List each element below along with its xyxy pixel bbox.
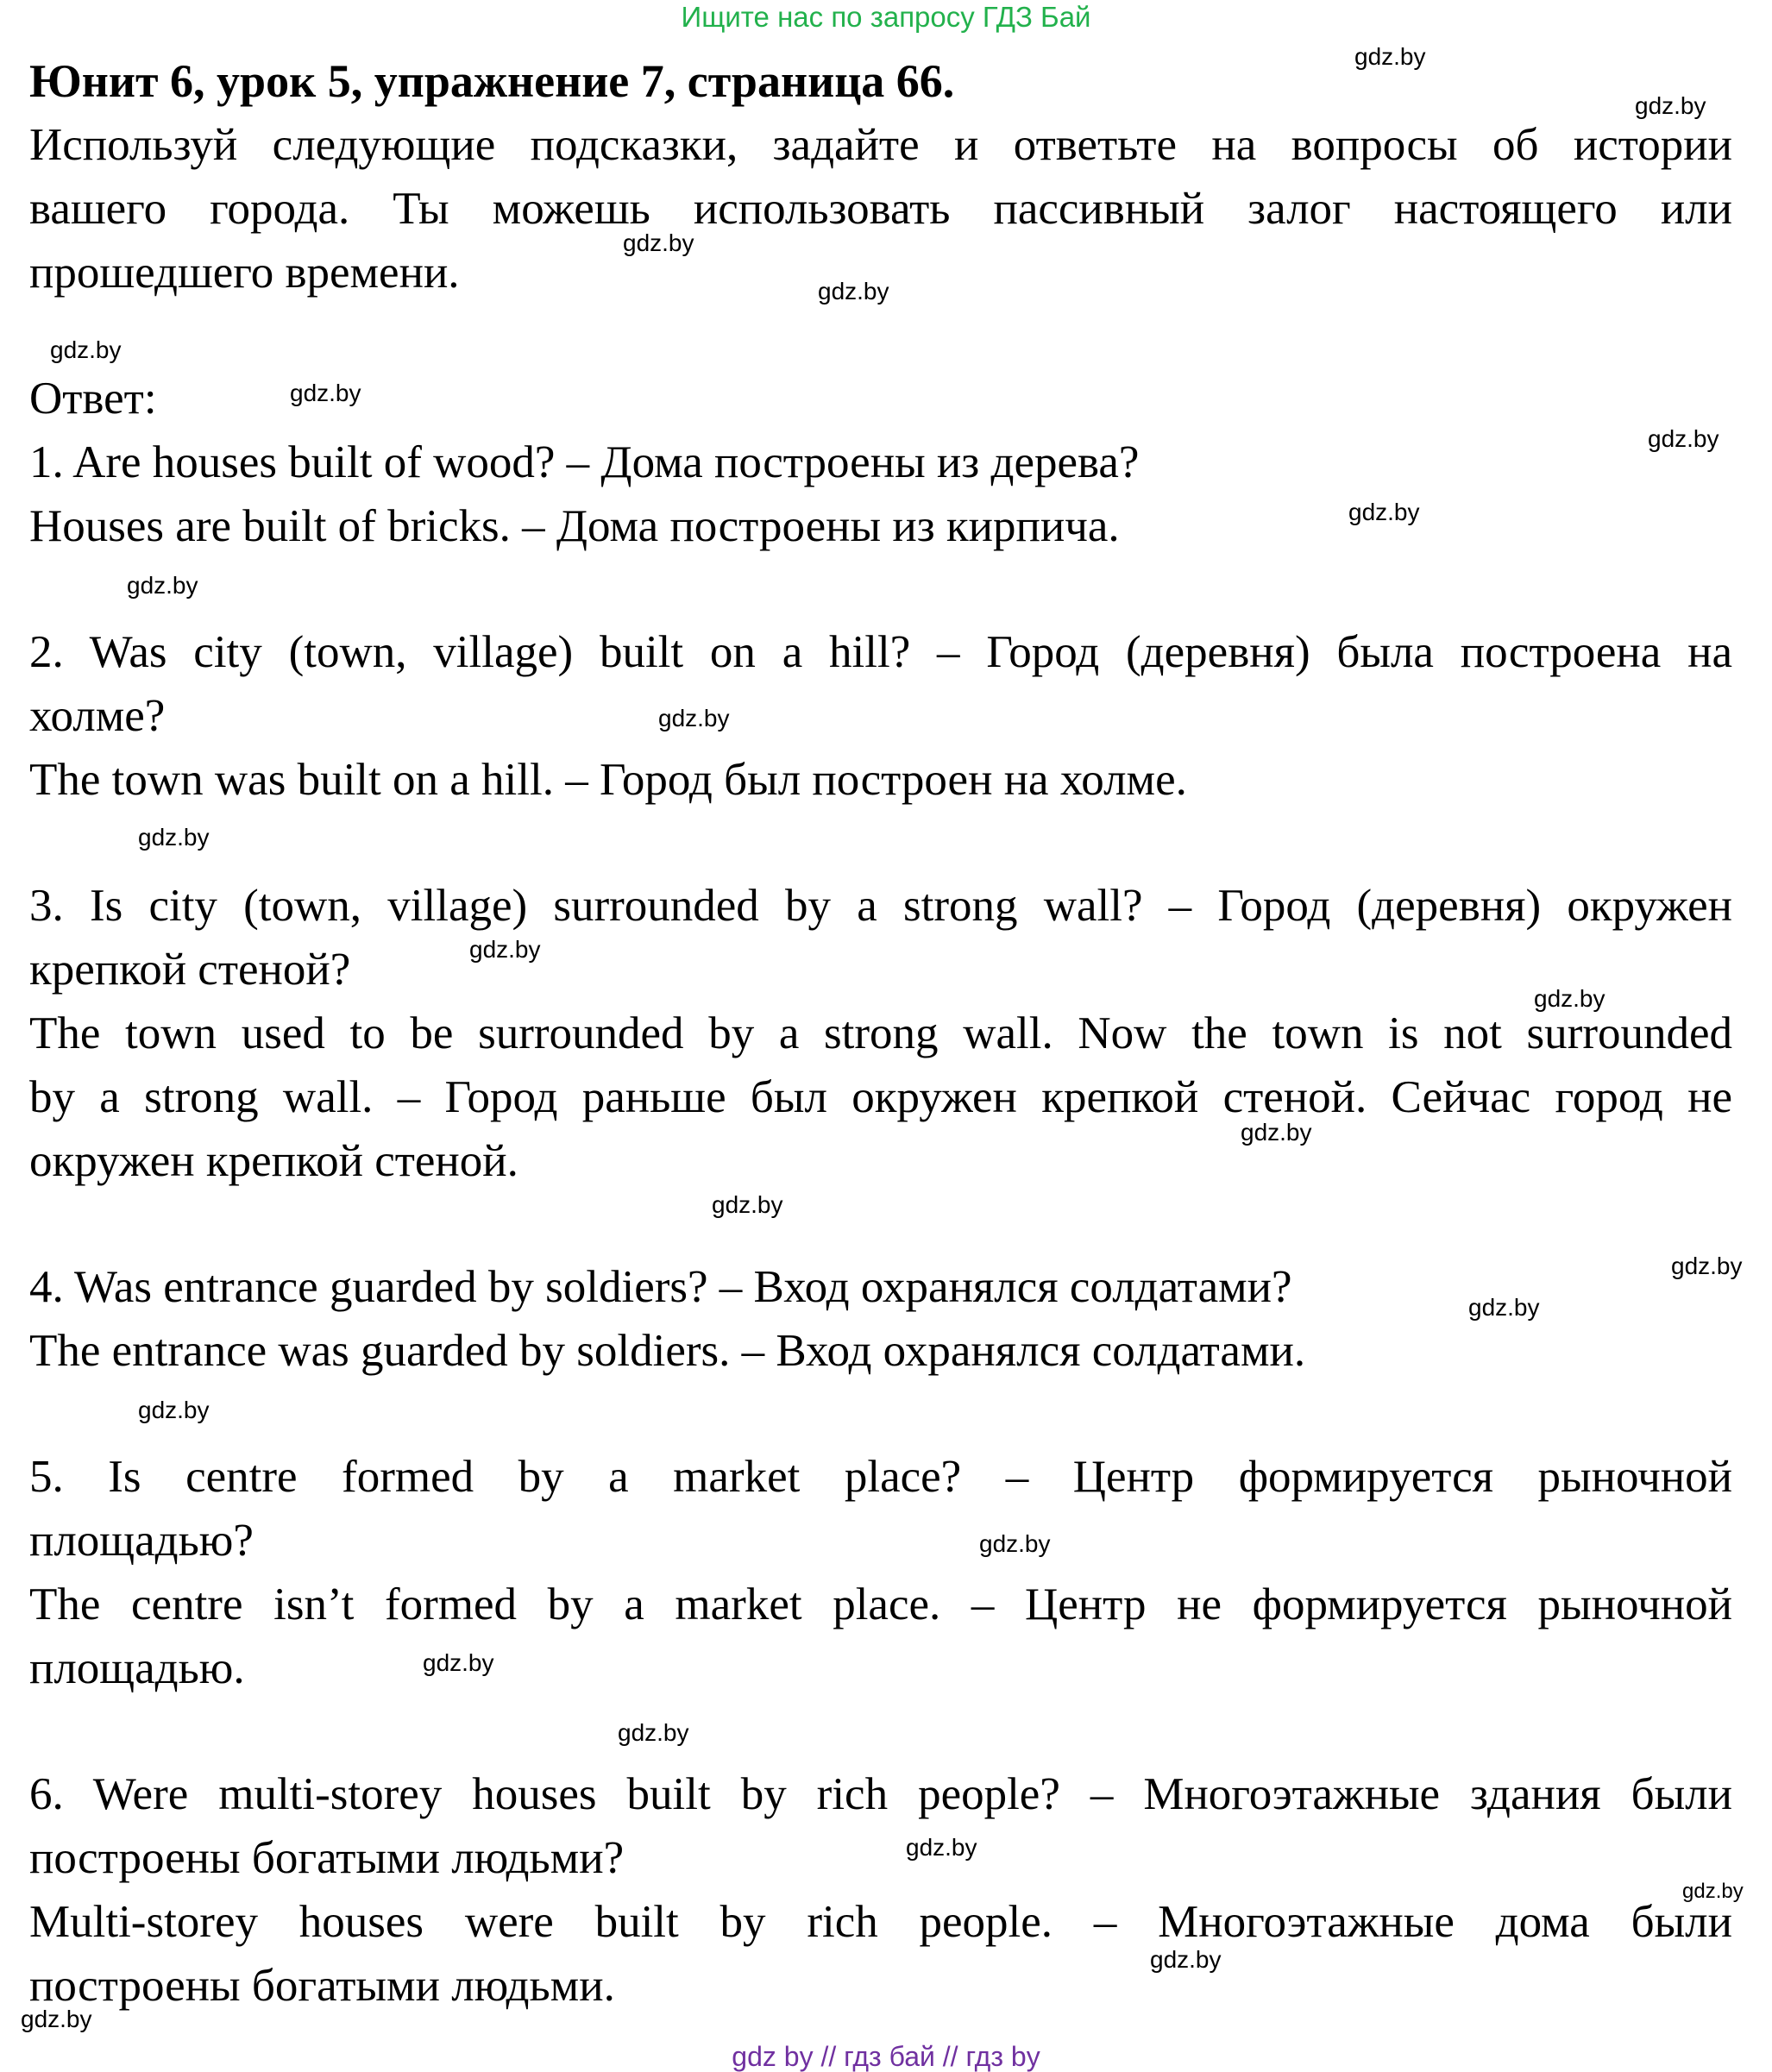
search-banner: Ищите нас по запросу ГДЗ Бай	[681, 1, 1091, 33]
watermark: gdz.by	[138, 1397, 210, 1423]
watermark: gdz.by	[423, 1649, 494, 1676]
item-3-question: 3. Is city (town, village) surrounded by a strong wall? – Город (деревня) окружен	[29, 881, 1732, 931]
item-2-question: 2. Was city (town, village) built on a hill? – Город (деревня) была построена на	[29, 627, 1732, 677]
watermark: gdz.by	[127, 572, 198, 599]
watermark: gdz.by	[1348, 499, 1420, 525]
item-3-answer-2: by a strong wall. – Город раньше был окружен крепкой стеной. Сейчас город не	[29, 1072, 1732, 1122]
watermark: gdz.by	[712, 1191, 783, 1218]
watermark: gdz.by	[1682, 1880, 1744, 1903]
answer-label: Ответ:	[29, 374, 157, 424]
item-2-answer: The town was built on a hill. – Город был построен на холме.	[29, 755, 1187, 805]
item-1-question: 1. Are houses built of wood? – Дома построены из дерева?	[29, 437, 1140, 487]
item-5-question-cont: площадью?	[29, 1516, 254, 1566]
item-3-answer-3: окружен крепкой стеной.	[29, 1136, 518, 1186]
watermark: gdz.by	[618, 1719, 689, 1746]
watermark: gdz.by	[1648, 425, 1719, 452]
item-1-answer: Houses are built of bricks. – Дома построены из кирпича.	[29, 501, 1120, 551]
watermark: gdz.by	[469, 936, 541, 963]
item-2-question-cont: холме?	[29, 691, 166, 741]
watermark: gdz.by	[1150, 1946, 1222, 1973]
item-6-answer: Multi-storey houses were built by rich people. – Многоэтажные дома были	[29, 1897, 1732, 1947]
item-6-answer-cont: построены богатыми людьми.	[29, 1961, 615, 2011]
task-line-3: прошедшего времени.	[29, 248, 460, 298]
item-6-question-cont: построены богатыми людьми?	[29, 1833, 625, 1883]
item-3-answer-1: The town used to be surrounded by a strong wall. Now the town is not surrounded	[29, 1008, 1732, 1058]
watermark: gdz.by	[1534, 985, 1605, 1012]
watermark: gdz.by	[1354, 43, 1426, 70]
watermark: gdz.by	[138, 824, 210, 851]
watermark: gdz.by	[906, 1834, 977, 1861]
item-5-answer-cont: площадью.	[29, 1643, 245, 1693]
watermark: gdz.by	[623, 229, 694, 256]
watermark: gdz.by	[1241, 1119, 1312, 1146]
task-line-2: вашего города. Ты можешь использовать пассивный залог настоящего или	[29, 184, 1732, 234]
footer-links: gdz by // гдз бай // гдз by	[732, 2041, 1040, 2072]
watermark: gdz.by	[818, 278, 889, 305]
item-4-answer: The entrance was guarded by soldiers. – Вход охранялся солдатами.	[29, 1326, 1306, 1376]
task-line-1: Используй следующие подсказки, задайте и ответьте на вопросы об истории	[29, 120, 1732, 170]
watermark: gdz.by	[1671, 1253, 1743, 1279]
watermark: gdz.by	[21, 2006, 92, 2032]
item-3-question-cont: крепкой стеной?	[29, 945, 351, 995]
item-4-question: 4. Was entrance guarded by soldiers? – Вход охранялся солдатами?	[29, 1262, 1292, 1312]
watermark: gdz.by	[1635, 92, 1706, 119]
watermark: gdz.by	[1468, 1294, 1540, 1321]
watermark: gdz.by	[658, 705, 730, 731]
item-5-answer: The centre isn’t formed by a market place. – Центр не формируется рыночной	[29, 1579, 1732, 1629]
watermark: gdz.by	[290, 380, 361, 406]
item-5-question: 5. Is centre formed by a market place? – Центр формируется рыночной	[29, 1452, 1732, 1502]
watermark: gdz.by	[50, 336, 122, 363]
page-title: Юнит 6, урок 5, упражнение 7, страница 66.	[29, 55, 955, 107]
item-6-question: 6. Were multi-storey houses built by rich people? – Многоэтажные здания были	[29, 1769, 1732, 1819]
watermark: gdz.by	[979, 1530, 1051, 1557]
